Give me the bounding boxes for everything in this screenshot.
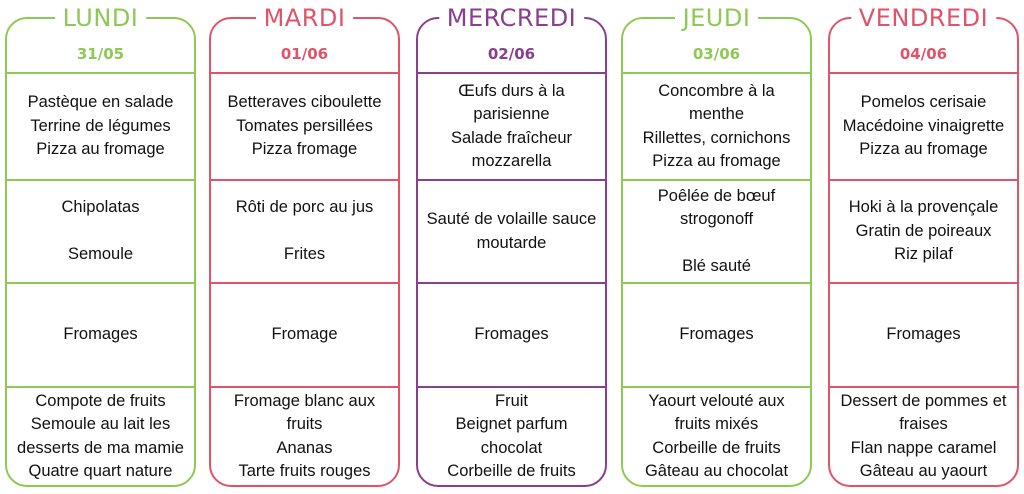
menu-section-fromage [830, 284, 1017, 386]
menu-item: Gâteau au yaourt [859, 462, 988, 480]
day-date: 02/06 [487, 45, 536, 63]
day-title: VENDREDI [851, 3, 996, 33]
menu-item: Flan nappe caramel [850, 438, 997, 457]
menu-section-dessert [830, 388, 1017, 485]
menu-item: Hoki à la provençale [848, 198, 999, 217]
day-title: LUNDI [55, 3, 147, 33]
menu-item: Pomelos cerisaie [860, 93, 987, 112]
menu-section-fromage [7, 284, 194, 386]
menu-item: Compote de fruits [35, 391, 166, 410]
menu-item: Macédoine vinaigrette [842, 116, 1005, 135]
menu-section-dessert [211, 388, 398, 485]
day-column-mercredi [416, 4, 607, 487]
menu-item: Pizza fromage [251, 140, 358, 159]
menu-item: Pizza au fromage [652, 152, 781, 170]
menu-item: Corbeille de fruits [447, 462, 576, 480]
menu-section-dessert [418, 388, 605, 485]
menu-item: Beignet parfum [455, 415, 568, 433]
menu-item: Pizza au fromage [36, 140, 165, 159]
menu-item: Tomates persillées [236, 116, 373, 135]
menu-section-dessert [623, 388, 810, 485]
menu-item: Betteraves ciboulette [227, 93, 382, 112]
menu-item: fraises [899, 415, 948, 433]
day-column-vendredi [828, 4, 1019, 487]
menu-section-fromage [418, 284, 605, 386]
day-title: JEUDI [675, 3, 759, 33]
menu-section-plat [211, 181, 398, 282]
menu-item: Ananas [276, 438, 333, 457]
menu-item: menthe [688, 105, 745, 123]
menu-section-dessert [7, 388, 194, 485]
menu-item: Fruit [495, 391, 528, 410]
menu-item: Quatre quart nature [28, 462, 173, 480]
menu-item: Pastèque en salade [27, 93, 174, 112]
menu-section-plat [830, 181, 1017, 282]
menu-item: Semoule au lait les [30, 415, 171, 433]
menu-item: Dessert de pommes et [840, 391, 1007, 410]
menu-item: Gratin de poireaux [855, 221, 992, 240]
menu-item: parisienne [473, 105, 550, 123]
menu-item: Riz pilaf [894, 245, 953, 264]
menu-item: Sauté de volaille sauce [426, 210, 597, 228]
menu-item: Corbeille de fruits [652, 438, 781, 457]
menu-section-entree [830, 74, 1017, 179]
menu-section-fromage [623, 284, 810, 386]
menu-item: Fromages [886, 325, 961, 344]
menu-item: mozzarella [471, 152, 552, 170]
menu-section-entree [7, 74, 194, 179]
menu-section-fromage [211, 284, 398, 386]
menu-item: Poêlée de bœuf [657, 186, 776, 205]
menu-item: Rôti de porc au jus [235, 198, 374, 217]
menu-section-plat [623, 181, 810, 282]
menu-item: Chipolatas [61, 198, 140, 217]
day-column-mardi [209, 4, 400, 487]
day-title: MARDI [256, 3, 354, 33]
menu-item: moutarde [476, 233, 547, 252]
menu-item: chocolat [480, 438, 543, 457]
day-date: 01/06 [280, 45, 329, 63]
day-date: 03/06 [692, 45, 741, 63]
day-date: 31/05 [76, 45, 125, 63]
menu-item: Frites [283, 245, 326, 264]
menu-section-plat [7, 181, 194, 282]
menu-item: Gâteau au chocolat [644, 462, 789, 480]
menu-item: Concombre à la [658, 81, 775, 100]
menu-section-entree [418, 74, 605, 179]
menu-item: Yaourt velouté aux [648, 391, 785, 410]
menu-item: Semoule [67, 245, 134, 264]
menu-item: Œufs durs à la [458, 81, 565, 100]
menu-item: desserts de ma mamie [17, 438, 184, 457]
menu-item: Pizza au fromage [859, 140, 988, 159]
menu-item: strogonoff [679, 210, 754, 228]
day-column-lundi [5, 4, 196, 487]
menu-item: Terrine de légumes [30, 116, 171, 135]
menu-item: Fromages [679, 325, 754, 344]
day-column-jeudi [621, 4, 812, 487]
menu-item: Fromage [271, 325, 338, 344]
menu-section-plat [418, 181, 605, 282]
menu-item: Blé sauté [682, 257, 751, 275]
day-date: 04/06 [899, 45, 948, 63]
menu-item: Tarte fruits rouges [238, 462, 371, 480]
menu-item: fruits [286, 415, 323, 433]
menu-item: Fromages [474, 325, 549, 344]
menu-item: Rillettes, cornichons [642, 128, 791, 147]
menu-section-entree [211, 74, 398, 179]
menu-section-entree [623, 74, 810, 179]
day-title: MERCREDI [439, 3, 585, 33]
menu-item: Salade fraîcheur [450, 128, 573, 147]
menu-item: Fromages [63, 325, 138, 344]
menu-item: Fromage blanc aux [233, 391, 376, 410]
menu-item: fruits mixés [674, 415, 759, 433]
